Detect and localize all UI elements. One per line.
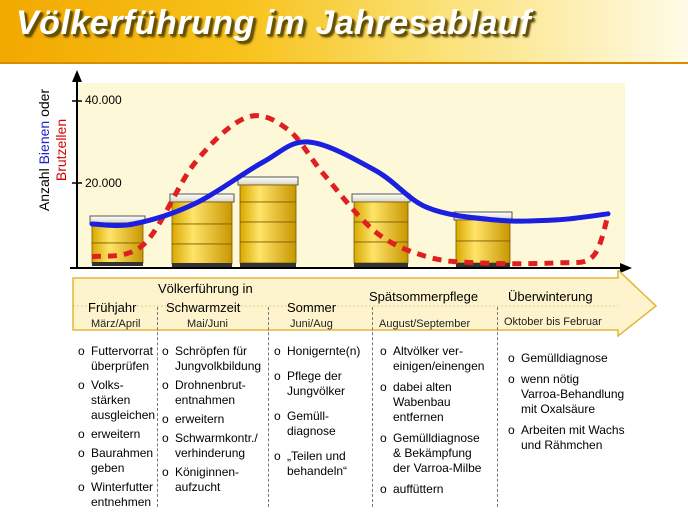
task-text-line: Drohnenbrut- bbox=[175, 378, 246, 392]
task-text-line: Winterfutter bbox=[91, 480, 154, 494]
bullet-marker: o bbox=[380, 431, 387, 445]
task-item bbox=[78, 446, 158, 476]
task-item bbox=[78, 344, 158, 374]
task-text-line: Wabenbau bbox=[393, 395, 451, 409]
task-text-line: aufzucht bbox=[175, 480, 221, 494]
task-text-line: verhinderung bbox=[175, 446, 246, 460]
task-column-fruehjahr bbox=[78, 344, 158, 514]
task-item bbox=[274, 449, 370, 479]
task-text-line: stärken bbox=[91, 393, 131, 407]
season-name-sommer: Sommer bbox=[287, 300, 337, 315]
season-name-schwarmzeit-line1: Völkerführung in bbox=[158, 281, 253, 296]
task-text-line: diagnose bbox=[287, 424, 336, 438]
y-axis-label-part1: Anzahl bbox=[36, 164, 52, 212]
task-text-line: Schwarmkontr./ bbox=[175, 431, 258, 445]
task-text-line: Baurahmen bbox=[91, 446, 154, 460]
task-text-line: Gemüll- bbox=[287, 409, 330, 423]
task-text-line: wenn nötig bbox=[521, 372, 580, 386]
hive-swarm bbox=[170, 194, 234, 267]
season-name-spaetsommerpflege: Spätsommerpflege bbox=[369, 289, 479, 304]
bullet-marker: o bbox=[274, 449, 281, 463]
page-title: Völkerführung im Jahresablauf bbox=[16, 4, 532, 42]
task-item bbox=[508, 372, 633, 417]
bullet-marker: o bbox=[162, 378, 169, 392]
y-axis-label-brood: Brutzellen bbox=[53, 118, 69, 182]
bullet-marker: o bbox=[78, 344, 85, 358]
task-text-line: & Bekämpfung bbox=[393, 446, 472, 460]
season-name-ueberwinterung: Überwinterung bbox=[508, 289, 593, 304]
hive-late-summer bbox=[352, 194, 410, 267]
task-item bbox=[380, 380, 495, 425]
bullet-marker: o bbox=[162, 344, 169, 358]
column-separator bbox=[372, 307, 374, 507]
task-text-line: erweitern bbox=[91, 427, 141, 441]
task-text-line: „Teilen und bbox=[287, 449, 346, 463]
season-name-schwarmzeit-line2: Schwarmzeit bbox=[166, 300, 241, 315]
bullet-marker: o bbox=[274, 344, 281, 358]
season-months-schwarmzeit: Mai/Juni bbox=[187, 318, 228, 330]
bullet-marker: o bbox=[78, 480, 85, 494]
task-text-line: geben bbox=[91, 461, 125, 475]
task-text-line: erweitern bbox=[175, 412, 225, 426]
bullet-marker: o bbox=[508, 423, 515, 437]
task-item bbox=[380, 482, 495, 497]
y-axis-label bbox=[36, 80, 76, 220]
task-text-line: überprüfen bbox=[91, 359, 150, 373]
task-text-line: dabei alten bbox=[393, 380, 452, 394]
task-item bbox=[274, 344, 370, 359]
task-text-line: Königinnen- bbox=[175, 465, 240, 479]
task-text-line: Jungvolkbildung bbox=[175, 359, 262, 373]
task-item bbox=[274, 369, 370, 399]
task-column-schwarmzeit bbox=[162, 344, 267, 499]
bullet-marker: o bbox=[508, 351, 515, 365]
season-name-fruehjahr: Frühjahr bbox=[88, 300, 137, 315]
bullet-marker: o bbox=[78, 378, 85, 392]
task-item bbox=[274, 409, 370, 439]
task-item bbox=[162, 344, 267, 374]
task-item bbox=[78, 378, 158, 423]
task-item bbox=[78, 427, 158, 442]
task-item bbox=[508, 351, 633, 366]
task-text-line: Honigernte(n) bbox=[287, 344, 361, 358]
task-column-ueberwinterung bbox=[508, 351, 633, 459]
bullet-marker: o bbox=[78, 446, 85, 460]
task-item bbox=[380, 431, 495, 476]
task-text-line: entnehmen bbox=[91, 495, 152, 509]
task-text-line: Jungvölker bbox=[287, 384, 346, 398]
y-axis-label-bees: Bienen bbox=[36, 120, 52, 165]
season-months-fruehjahr: März/April bbox=[91, 318, 141, 330]
task-text-line: Varroa-Behandlung bbox=[521, 387, 625, 401]
bullet-marker: o bbox=[78, 427, 85, 441]
bullet-marker: o bbox=[162, 431, 169, 445]
y-tick-label-20000: 20.000 bbox=[85, 176, 122, 190]
task-text-line: entnahmen bbox=[175, 393, 236, 407]
bullet-marker: o bbox=[274, 369, 281, 383]
task-column-sommer bbox=[274, 344, 370, 489]
task-text-line: Schröpfen für bbox=[175, 344, 248, 358]
season-months-spaetsommerpflege: August/September bbox=[379, 318, 471, 330]
y-axis-label-part2: oder bbox=[36, 88, 52, 121]
task-text-line: und Rähmchen bbox=[521, 438, 603, 452]
bullet-marker: o bbox=[162, 412, 169, 426]
task-item bbox=[162, 431, 267, 461]
bullet-marker: o bbox=[274, 409, 281, 423]
task-text-line: mit Oxalsäure bbox=[521, 402, 596, 416]
task-item bbox=[162, 465, 267, 495]
task-text-line: Volks- bbox=[91, 378, 124, 392]
hive-summer bbox=[238, 177, 298, 267]
bullet-marker: o bbox=[380, 380, 387, 394]
task-item bbox=[380, 344, 495, 374]
task-text-line: ausgleichen bbox=[91, 408, 156, 422]
season-months-sommer: Juni/Aug bbox=[290, 318, 333, 330]
task-column-spaetsommer bbox=[380, 344, 495, 503]
task-text-line: einigen/einengen bbox=[393, 359, 485, 373]
task-item bbox=[78, 480, 158, 510]
season-months-ueberwinterung: Oktober bis Februar bbox=[504, 316, 602, 328]
task-text-line: der Varroa-Milbe bbox=[393, 461, 482, 475]
bullet-marker: o bbox=[508, 372, 515, 386]
task-text-line: entfernen bbox=[393, 410, 444, 424]
task-text-line: auffüttern bbox=[393, 482, 444, 496]
bullet-marker: o bbox=[380, 482, 387, 496]
bullet-marker: o bbox=[380, 344, 387, 358]
task-text-line: Gemülldiagnose bbox=[393, 431, 480, 445]
task-text-line: Futtervorrat bbox=[91, 344, 154, 358]
bullet-marker: o bbox=[162, 465, 169, 479]
task-text-line: Altvölker ver- bbox=[393, 344, 464, 358]
y-tick-label-40000: 40.000 bbox=[85, 93, 122, 107]
task-text-line: Arbeiten mit Wachs bbox=[521, 423, 625, 437]
task-text-line: Pflege der bbox=[287, 369, 342, 383]
task-item bbox=[162, 412, 267, 427]
task-text-line: behandeln“ bbox=[287, 464, 348, 478]
plot-area bbox=[77, 83, 625, 268]
column-separator bbox=[497, 307, 499, 507]
task-text-line: Gemülldiagnose bbox=[521, 351, 608, 365]
task-item bbox=[508, 423, 633, 453]
column-separator bbox=[268, 307, 270, 507]
task-item bbox=[162, 378, 267, 408]
